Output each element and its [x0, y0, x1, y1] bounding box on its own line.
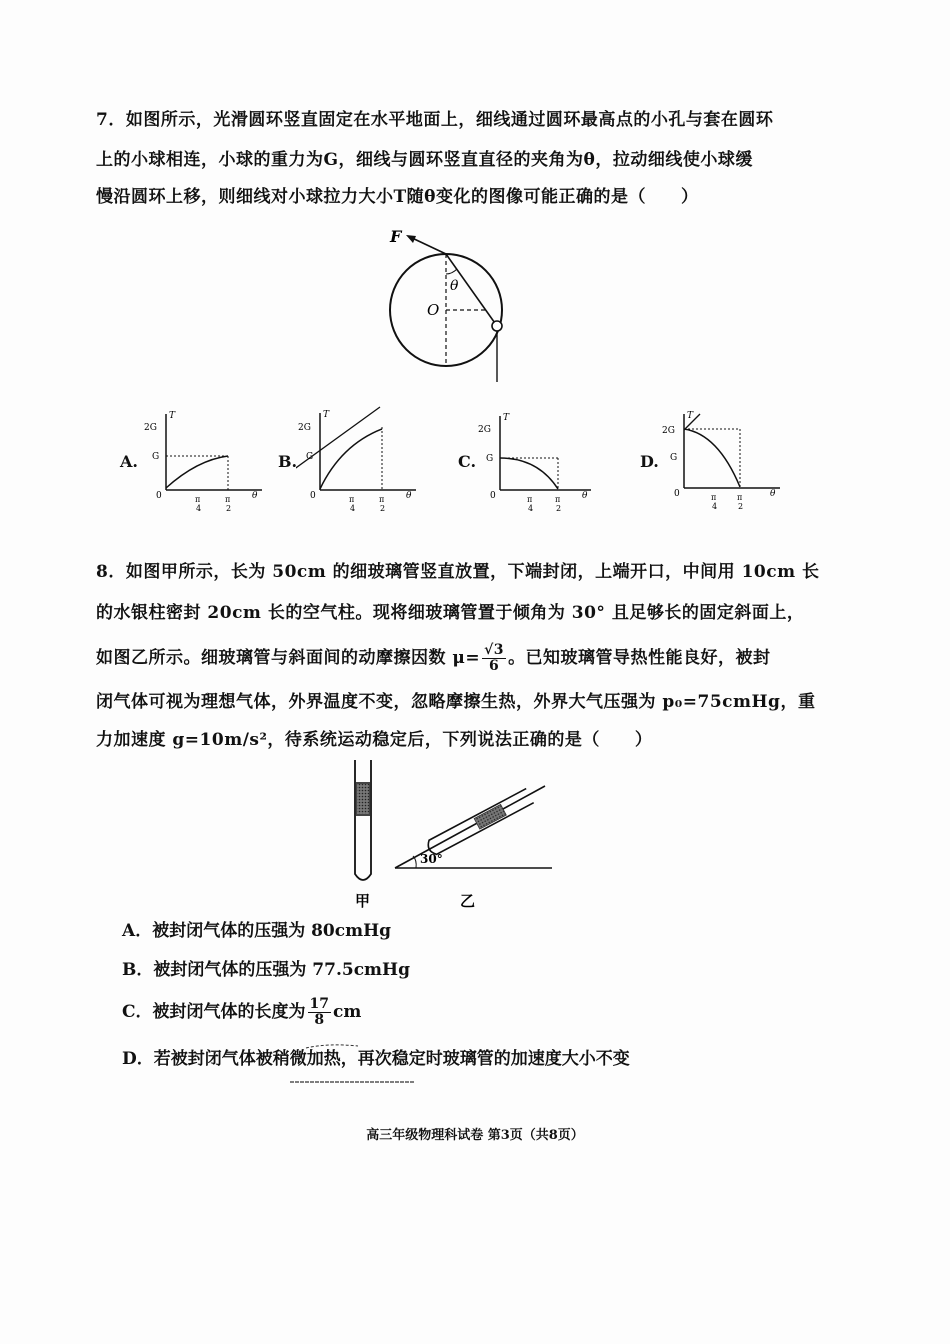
svg-text:4: 4 — [712, 502, 718, 511]
svg-text:π: π — [737, 493, 743, 502]
q8-option-b[interactable]: B．被封闭气体的压强为 77.5cmHg — [122, 960, 410, 980]
svg-text:θ: θ — [582, 491, 588, 501]
option-a-label: A. — [120, 452, 138, 471]
q7-line-1: 7．如图所示，光滑圆环竖直固定在水平地面上，细线通过圆环最高点的小孔与套在圆环 — [96, 110, 774, 130]
svg-text:2: 2 — [738, 502, 744, 511]
svg-text:4: 4 — [350, 504, 356, 513]
svg-text:π: π — [711, 493, 717, 502]
svg-text:2: 2 — [380, 504, 386, 513]
svg-text:2G: 2G — [144, 423, 157, 433]
graph-b — [296, 405, 421, 513]
graph-c — [476, 410, 596, 513]
q8-line-5: 力加速度 g=10m/s²，待系统运动稳定后，下列说法正确的是（ ） — [96, 730, 653, 750]
q8-line-3 — [96, 641, 771, 675]
q8-tube-figure — [340, 756, 560, 916]
angle-label: θ — [450, 278, 459, 294]
svg-text:θ: θ — [406, 491, 412, 501]
q8-line-3-pre: 如图乙所示。细玻璃管与斜面间的动摩擦因数 μ= — [96, 648, 481, 668]
option-d-label: D. — [640, 452, 659, 471]
svg-text:G: G — [152, 452, 160, 462]
q7-line-2: 上的小球相连，小球的重力为G，细线与圆环竖直直径的夹角为θ，拉动细线使小球缓 — [96, 150, 753, 170]
fig-label-yi: 乙 — [460, 892, 476, 910]
q8-line-1: 8．如图甲所示，长为 50cm 的细玻璃管竖直放置，下端封闭，上端开口，中间用 10cm 长 — [96, 562, 820, 582]
svg-text:T: T — [687, 411, 694, 421]
svg-text:T: T — [503, 413, 510, 423]
underline-mark — [288, 1042, 418, 1087]
q7-line-3: 慢沿圆环上移，则细线对小球拉力大小T随θ变化的图像可能正确的是（ ） — [96, 187, 699, 207]
svg-text:π: π — [195, 495, 201, 504]
q8-option-c[interactable]: C．被封闭气体的长度为 $\frac{17}{8}$ cm — [122, 996, 362, 1028]
svg-text:G: G — [306, 452, 314, 462]
svg-text:π: π — [349, 495, 355, 504]
q8-line-4: 闭气体可视为理想气体，外界温度不变，忽略摩擦生热，外界大气压强为 p₀=75cmHg，重 — [96, 692, 816, 712]
graph-a — [142, 408, 267, 513]
svg-text:4: 4 — [528, 504, 534, 513]
svg-text:π: π — [225, 495, 231, 504]
mu-fraction: $\frac{√3}{6}$ — [484, 642, 505, 674]
svg-text:0: 0 — [156, 491, 162, 501]
q7-ring-figure — [380, 222, 530, 387]
svg-text:2: 2 — [556, 504, 562, 513]
q8-line-3-post: 。已知玻璃管导热性能良好，被封 — [508, 648, 771, 668]
svg-text:G: G — [486, 454, 494, 464]
svg-text:π: π — [379, 495, 385, 504]
svg-text:θ: θ — [770, 489, 776, 499]
svg-text:π: π — [527, 495, 533, 504]
c-fraction: $\frac{17}{8}$ — [309, 996, 330, 1028]
q8-option-d[interactable]: D．若被封闭气体被稍微加热，再次稳定时玻璃管的加速度大小不变 — [122, 1049, 630, 1069]
svg-text:θ: θ — [252, 491, 258, 501]
svg-text:G: G — [670, 453, 678, 463]
svg-text:2: 2 — [226, 504, 232, 513]
q8-line-2: 的水银柱密封 20cm 长的空气柱。现将细玻璃管置于倾角为 30° 且足够长的固定斜面上， — [96, 603, 805, 623]
option-c-label: C. — [458, 452, 477, 471]
page-footer: 高三年级物理科试卷 第3页（共8页） — [366, 1128, 584, 1143]
svg-text:0: 0 — [490, 491, 496, 501]
svg-text:T: T — [323, 410, 330, 420]
svg-text:2G: 2G — [478, 425, 491, 435]
svg-text:0: 0 — [310, 491, 316, 501]
svg-text:0: 0 — [674, 489, 680, 499]
svg-text:π: π — [555, 495, 561, 504]
svg-text:4: 4 — [196, 504, 202, 513]
force-label: F — [390, 227, 402, 246]
graph-d — [660, 404, 785, 513]
svg-text:T: T — [169, 411, 176, 421]
svg-text:2G: 2G — [298, 423, 311, 433]
fig-angle: 30° — [420, 852, 443, 866]
svg-text:2G: 2G — [662, 426, 675, 436]
center-label: O — [427, 301, 440, 319]
option-b-label: B. — [278, 452, 298, 471]
q8-option-a[interactable]: A．被封闭气体的压强为 80cmHg — [122, 921, 392, 941]
fig-label-jia: 甲 — [355, 892, 371, 910]
